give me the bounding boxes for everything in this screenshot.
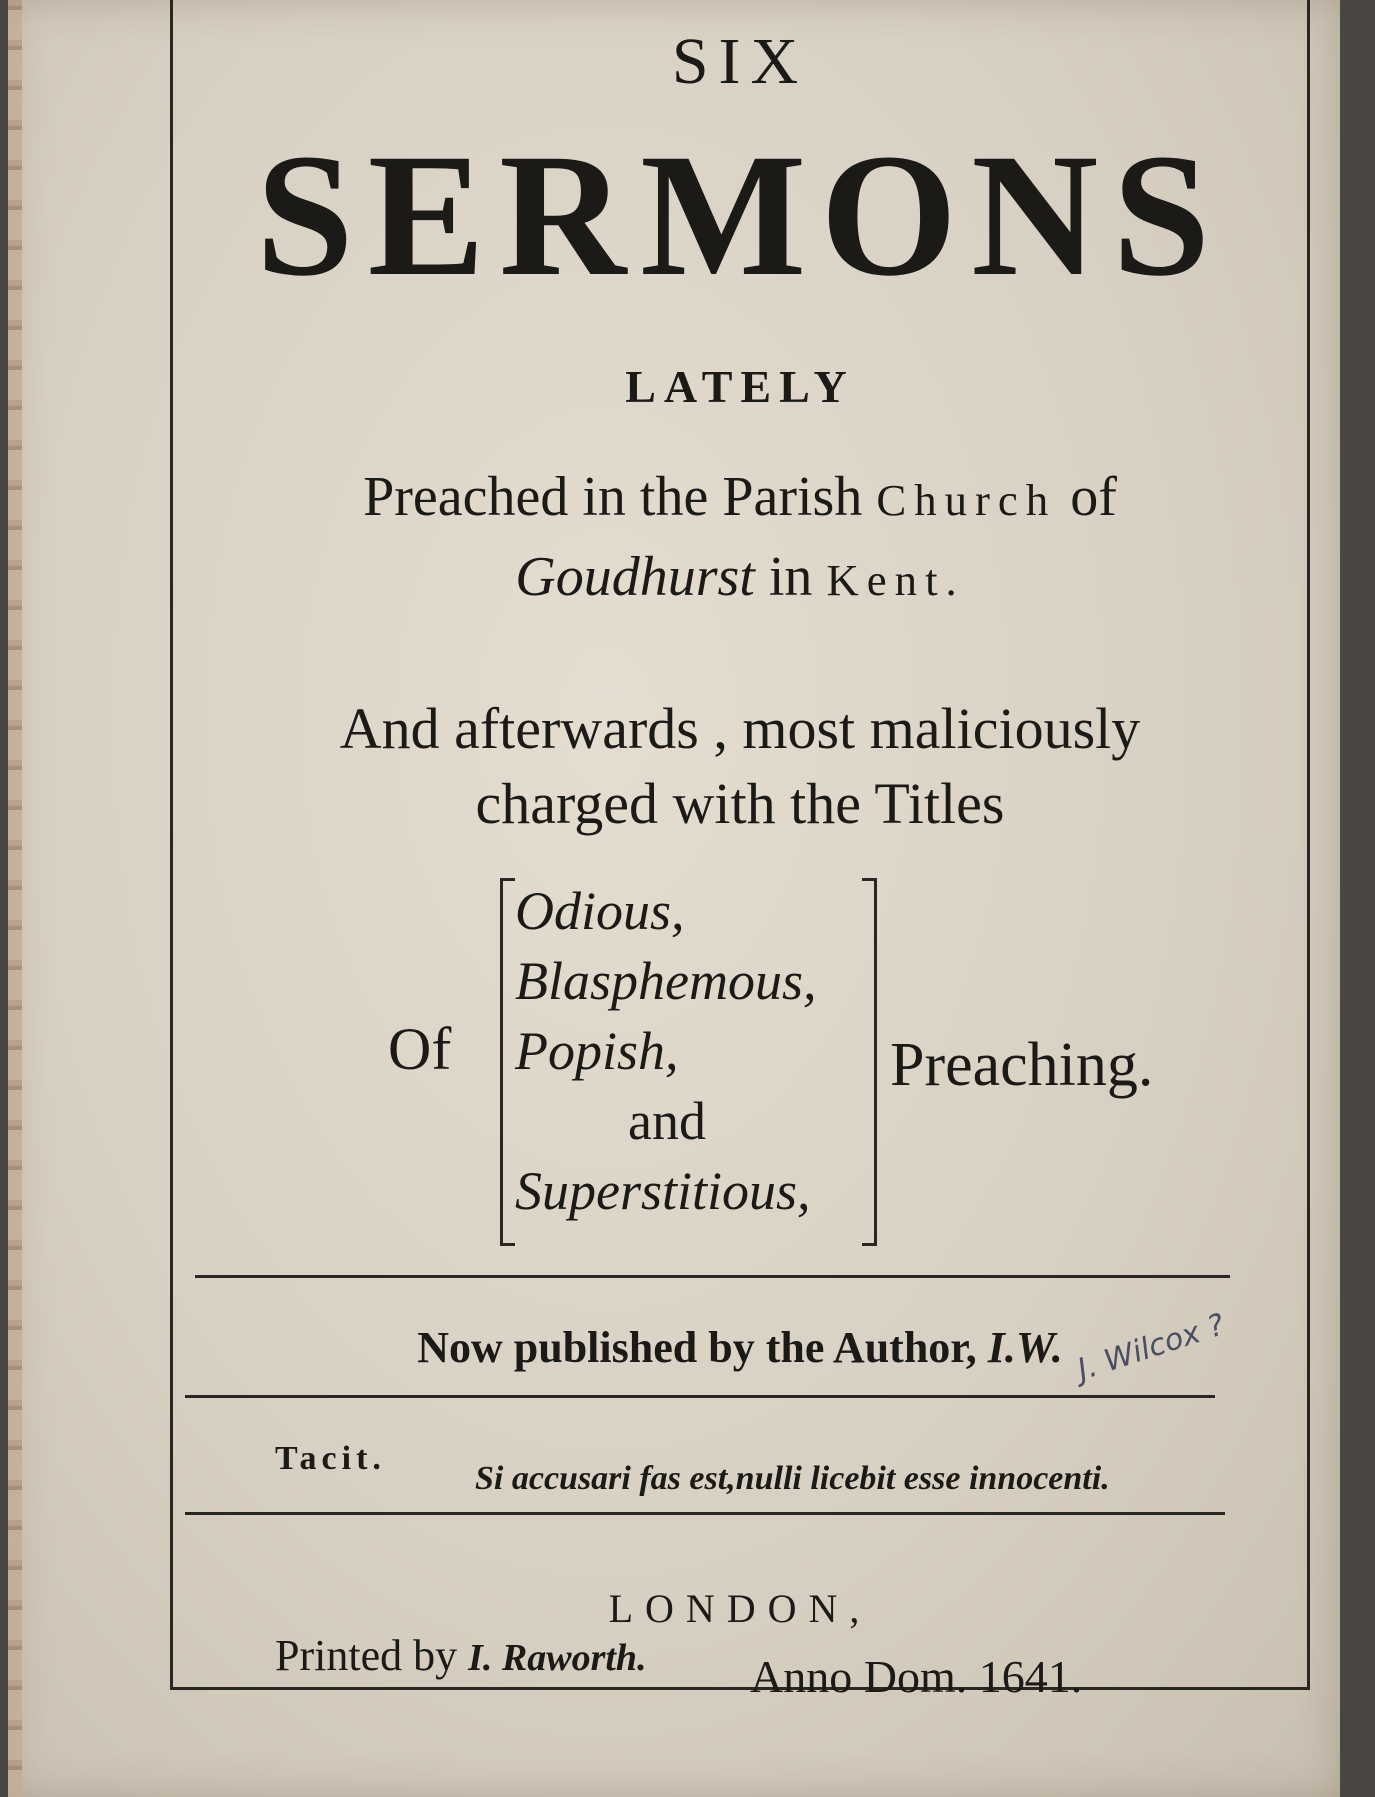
divider-rule [185,1395,1215,1398]
right-bracket [862,878,877,1246]
preached-text: Preached in the Parish [363,466,863,528]
title-blasphemous: Blasphemous, [515,951,817,1011]
church-word: Church [876,475,1057,525]
of-word: of [1070,466,1117,528]
handwritten-annotation: J. Wilcox ? [1073,1307,1230,1388]
preaching-label: Preaching. [890,1031,1154,1099]
published-text: Now published by the Author, [417,1323,977,1372]
title-and: and [628,1091,706,1151]
in-word: in [768,546,813,608]
printer-name: I. Raworth. [468,1637,647,1679]
epigraph-source: Tacit. [275,1440,386,1477]
of-label: Of [388,1016,452,1082]
place-line [170,545,1310,609]
title-lately: LATELY [625,361,855,412]
imprint-printer-line [275,1630,647,1681]
divider-rule [185,1512,1225,1515]
afterwards-line: And afterwards , most maliciously [339,696,1141,761]
title-odious: Odious, [515,881,685,941]
title-popish: Popish, [515,1021,679,1081]
book-spine-edge [8,0,22,1797]
imprint-city: LONDON, [608,1586,872,1631]
title-six: SIX [671,25,809,98]
printed-by: Printed by [275,1631,458,1680]
title-superstitious: Superstitious, [515,1161,811,1221]
imprint-date: Anno Dom. 1641. [750,1651,1083,1702]
county-name: Kent. [826,555,965,605]
epigraph-quote: Si accusari fas est,nulli licebit esse innocenti. [475,1460,1110,1497]
charged-line: charged with the Titles [475,771,1005,836]
title-sermons: SERMONS [255,118,1225,313]
left-bracket [500,878,515,1246]
town-name: Goudhurst [515,546,755,608]
author-initials: I.W. [987,1323,1063,1372]
divider-rule [195,1275,1230,1278]
preached-line [170,465,1310,529]
